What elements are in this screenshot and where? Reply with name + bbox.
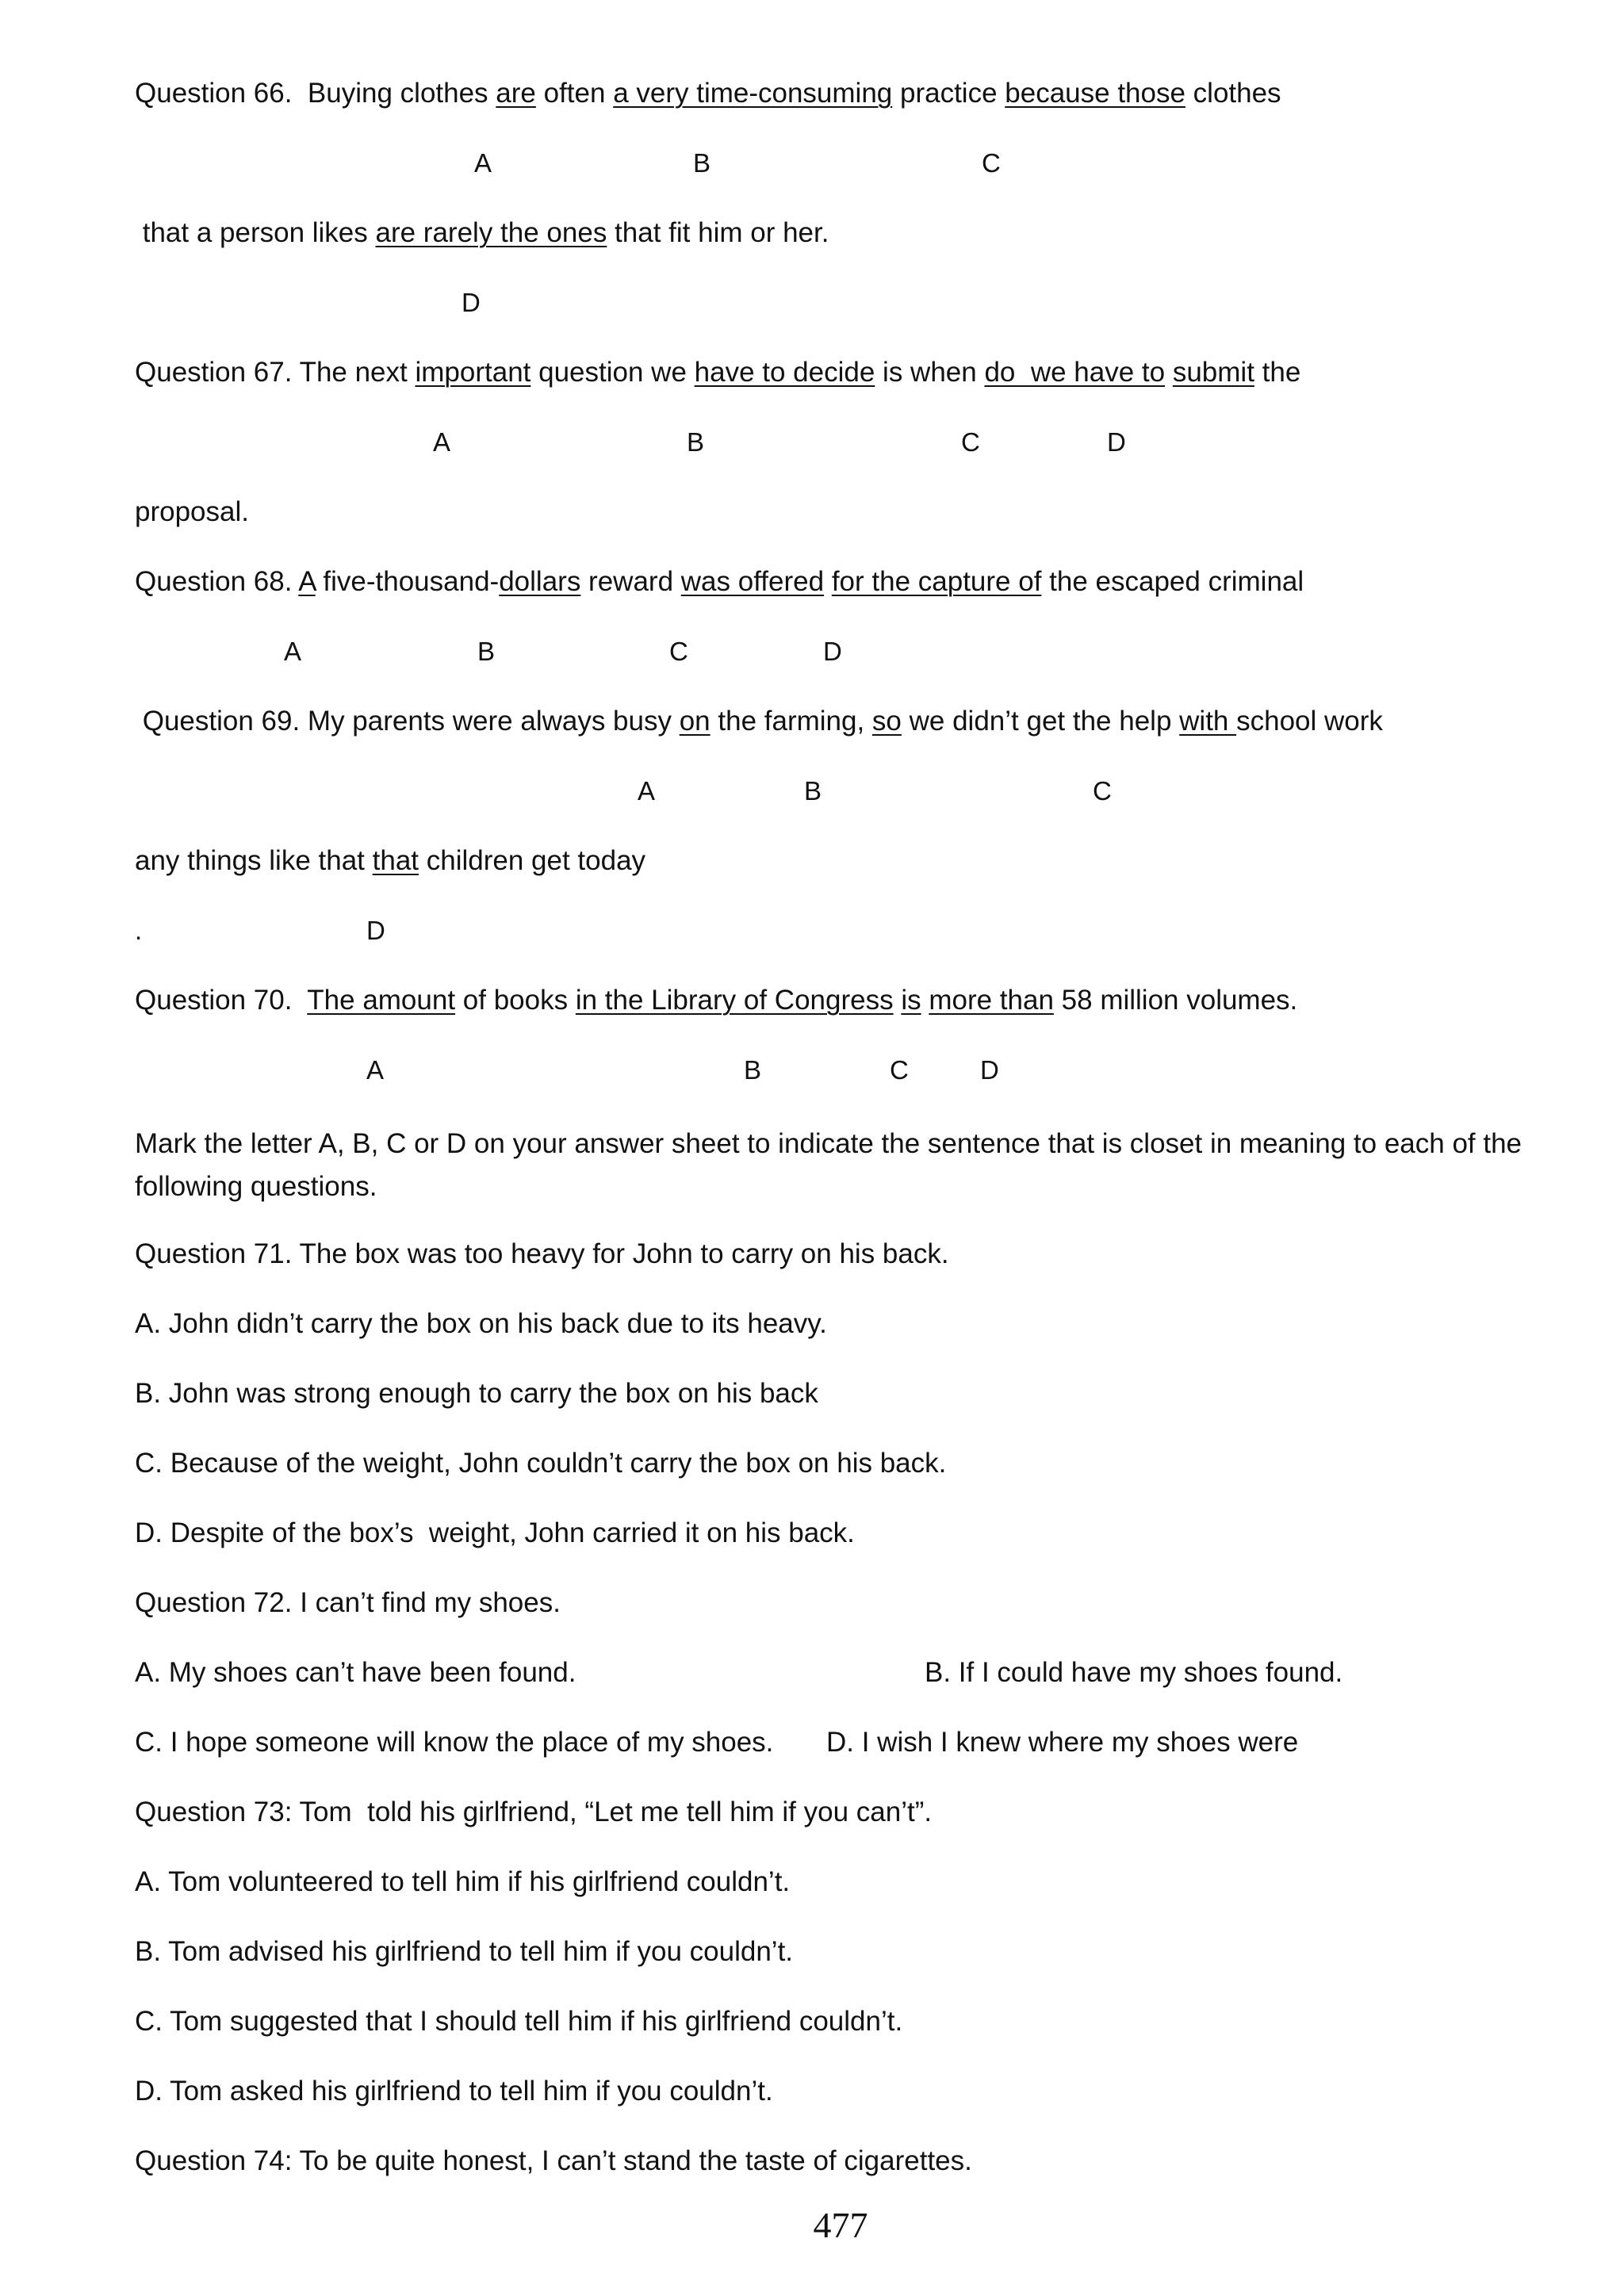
q66-letter-c: C	[982, 148, 1001, 178]
q71-option-d: D. Despite of the box’s weight, John carried it on his back.	[135, 1517, 855, 1548]
q71-question: Question 71. The box was too heavy for John to carry on his back.	[135, 1238, 949, 1269]
q69-line2: any things like that that children get today	[135, 845, 646, 876]
q67-letter-d: D	[1107, 427, 1126, 457]
q66-line2: that a person likes are rarely the ones that fit him or her.	[135, 217, 829, 248]
q74-question: Question 74: To be quite honest, I can’t stand the taste of cigarettes.	[135, 2145, 972, 2176]
q69-letter-a: A	[638, 776, 656, 806]
q69-dot: .	[135, 916, 143, 945]
q67-line2: proposal.	[135, 496, 249, 527]
q68-letter-d: D	[823, 637, 842, 666]
q67-letter-a: A	[433, 427, 451, 457]
q67-line1: Question 67. The next important question we have to decide is when do we have to submit the	[135, 357, 1301, 388]
q69-letter-d: D	[366, 916, 385, 945]
q71-option-b: B. John was strong enough to carry the box on his back	[135, 1378, 818, 1409]
q72-option-d: D. I wish I knew where my shoes were	[826, 1727, 1299, 1758]
q70-letter-b: B	[744, 1055, 762, 1085]
q69-letter-b: B	[804, 776, 822, 806]
q66-letter-d: D	[462, 288, 481, 317]
q68-letter-b: B	[477, 637, 496, 666]
q71-option-a: A. John didn’t carry the box on his back due to its heavy.	[135, 1308, 827, 1339]
q73-option-a: A. Tom volunteered to tell him if his girlfriend couldn’t.	[135, 1866, 791, 1897]
q73-option-b: B. Tom advised his girlfriend to tell him if you couldn’t.	[135, 1936, 794, 1967]
q73-option-d: D. Tom asked his girlfriend to tell him if you couldn’t.	[135, 2076, 773, 2107]
q66-letter-a: A	[474, 148, 492, 178]
q73-question: Question 73: Tom told his girlfriend, “Let me tell him if you can’t”.	[135, 1797, 933, 1827]
q70-letter-c: C	[890, 1055, 909, 1085]
q69-letter-c: C	[1093, 776, 1112, 806]
q67-letter-c: C	[961, 427, 980, 457]
q71-option-c: C. Because of the weight, John couldn’t carry the box on his back.	[135, 1448, 947, 1479]
q70-letter-a: A	[366, 1055, 385, 1085]
q68-letter-a: A	[284, 637, 302, 666]
q66-letter-b: B	[693, 148, 711, 178]
q72-option-a: A. My shoes can’t have been found.	[135, 1657, 576, 1688]
q68-letter-c: C	[669, 637, 688, 666]
q67-letter-b: B	[687, 427, 705, 457]
q72-option-b: B. If I could have my shoes found.	[925, 1657, 1343, 1688]
q66-line1: Question 66. Buying clothes are often a very time-consuming practice because those clothes	[135, 78, 1281, 109]
q70-letter-d: D	[980, 1055, 999, 1085]
instruction-text: Mark the letter A, B, C or D on your answer sheet to indicate the sentence that is closet in meaning to each of the following questions.	[135, 1128, 1522, 1202]
q72-option-c: C. I hope someone will know the place of my shoes.	[135, 1727, 774, 1758]
q70-line1: Question 70. The amount of books in the Library of Congress is more than 58 million volumes.	[135, 985, 1298, 1016]
page-number: 477	[813, 2205, 868, 2245]
q69-line1: Question 69. My parents were always busy on the farming, so we didn’t get the help with school work	[135, 706, 1383, 737]
q72-question: Question 72. I can’t find my shoes.	[135, 1587, 561, 1618]
q68-line1: Question 68. A five-thousand-dollars reward was offered for the capture of the escaped criminal	[135, 566, 1304, 597]
q73-option-c: C. Tom suggested that I should tell him if his girlfriend couldn’t.	[135, 2006, 903, 2037]
